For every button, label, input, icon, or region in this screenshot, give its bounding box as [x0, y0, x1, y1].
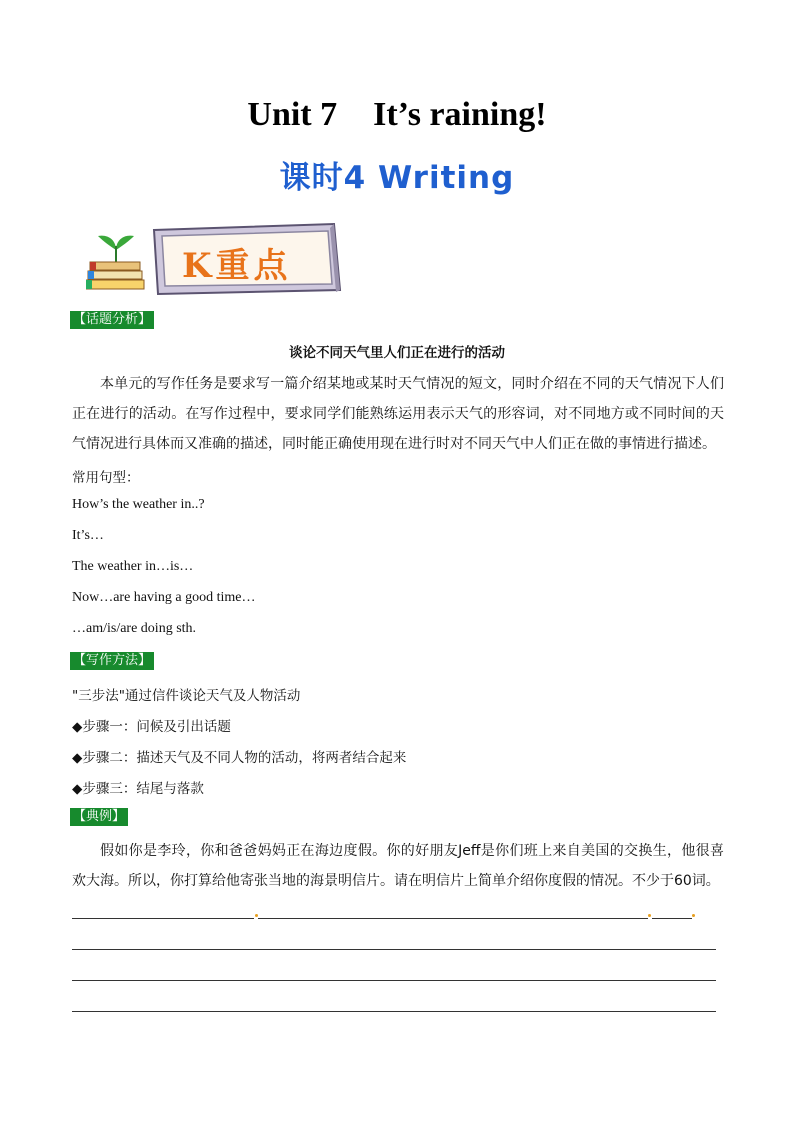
example-paragraph: 假如你是李玲，你和爸爸妈妈正在海边度假。你的好朋友Jeff是你们班上来自美国的交换生，他很喜欢大海。所以，你打算给他寄张当地的海景明信片。请在明信片上简单介绍你度假的情况。不少于60词。: [72, 843, 724, 889]
answer-line: [652, 918, 692, 919]
method-intro: "三步法"通过信件谈论天气及人物活动: [72, 688, 301, 704]
topic-paragraph: 本单元的写作任务是要求写一篇介绍某地或某时天气情况的短文，同时介绍在不同的天气情况下人们正在进行的活动。在写作过程中，要求同学们能熟练运用表示天气的形容词，对不同地方或不同时间的天气情况进行具体而又准确的描述，同时能正确使用现在进行时对不同天气中人们正在做的事情进行描述。: [72, 376, 724, 452]
step-item: ◆步骤二：描述天气及不同人物的活动，将两者结合起来: [72, 750, 407, 766]
unit-label: Unit 7: [247, 96, 338, 133]
step-item: ◆步骤三：结尾与落款: [72, 781, 204, 797]
step-item: ◆步骤一：问候及引出话题: [72, 719, 231, 735]
books-icon: [86, 228, 146, 292]
pattern-line: How’s the weather in..?: [72, 497, 205, 512]
answer-line: [72, 918, 254, 919]
line-marker: [692, 914, 695, 917]
answer-line: [72, 980, 716, 981]
pattern-line: The weather in…is…: [72, 559, 194, 574]
line-marker: [255, 914, 258, 917]
patterns-label: 常用句型：: [72, 470, 140, 486]
topic-analysis-tag: 【话题分析】: [70, 311, 154, 329]
page-title: [0, 96, 794, 134]
answer-line: [72, 949, 716, 950]
lesson-subtitle: 课时4 Writing: [279, 160, 515, 196]
writing-method-tag: 【写作方法】: [70, 652, 154, 670]
unit-title: It’s raining!: [373, 96, 547, 133]
example-tag: 【典例】: [70, 808, 128, 826]
line-marker: [648, 914, 651, 917]
answer-line: [72, 1011, 716, 1012]
key-points-banner: [86, 222, 342, 296]
pattern-line: Now…are having a good time…: [72, 590, 256, 605]
topic-heading: 谈论不同天气里人们正在进行的活动: [289, 345, 505, 361]
banner-label: K重点: [182, 246, 292, 286]
pattern-line: It’s…: [72, 528, 104, 543]
answer-line: [258, 918, 648, 919]
pattern-line: …am/is/are doing sth.: [72, 621, 197, 636]
